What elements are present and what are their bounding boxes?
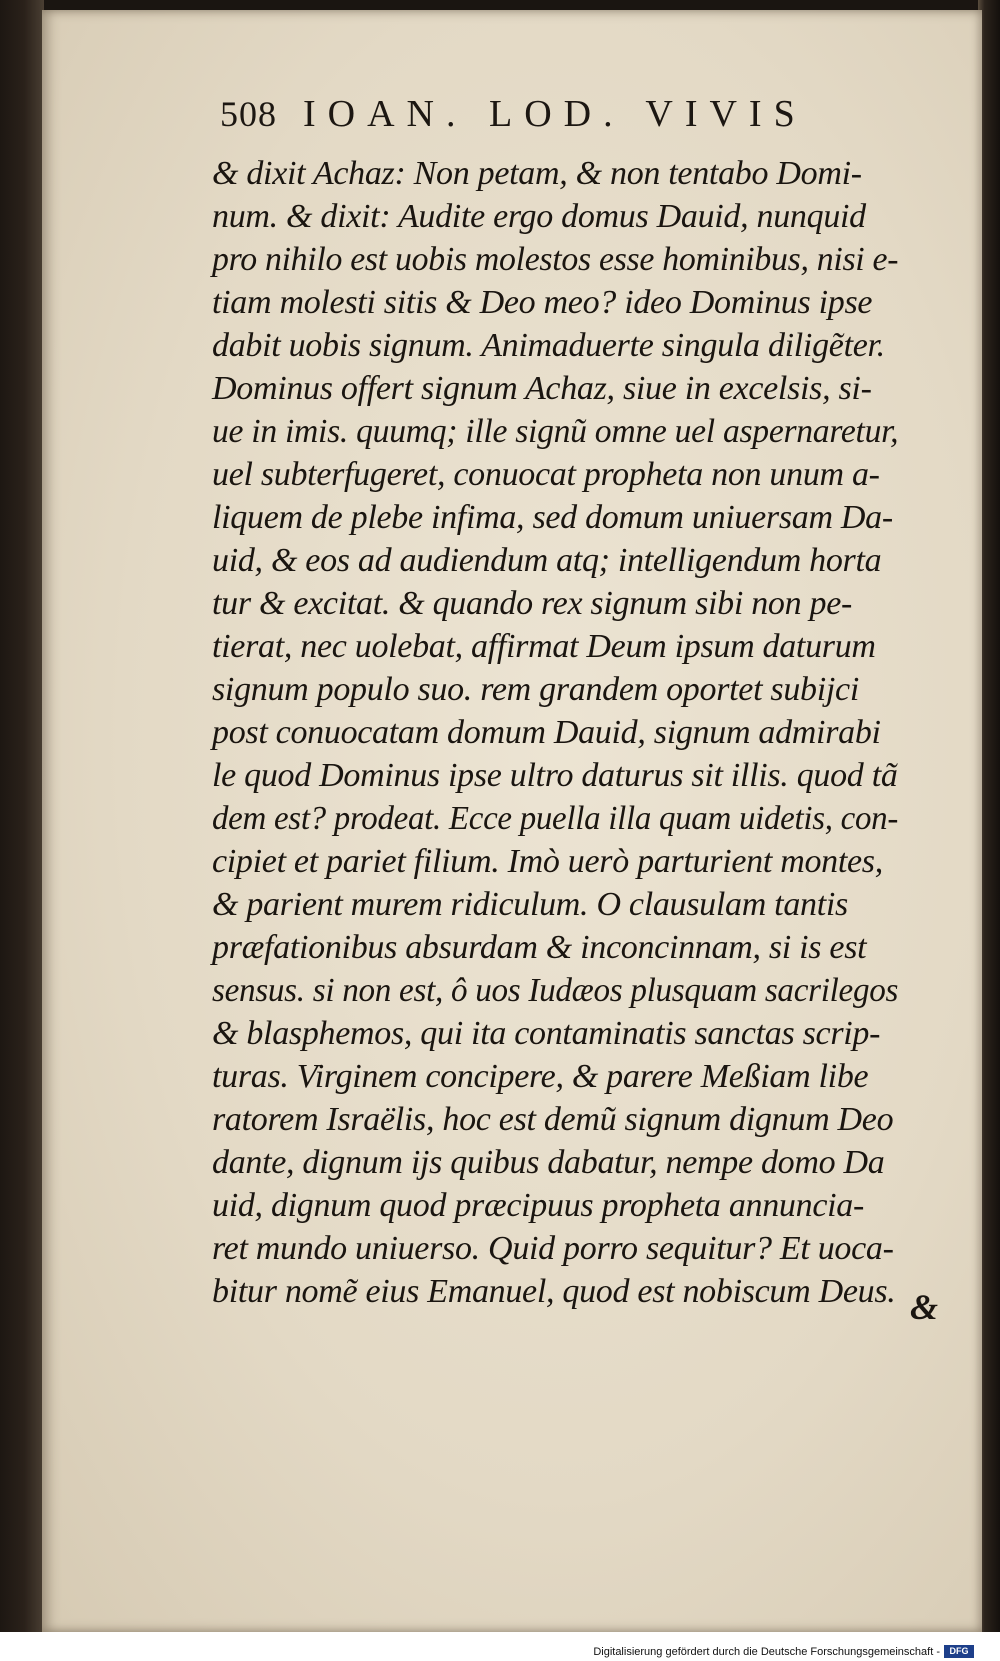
text-line: cipiet et pariet filium. Imò uerò parturient montes,	[212, 843, 883, 880]
text-line: dem est? prodeat. Ecce puella illa quam uidetis, con-	[212, 800, 899, 837]
page-number: 508	[220, 94, 277, 134]
dfg-logo: DFG	[944, 1645, 974, 1658]
text-line: & parient murem ridiculum. O clausulam tantis	[212, 886, 848, 923]
running-head-title: IOAN. LOD. VIVIS	[303, 93, 807, 135]
text-line: tur & excitat. & quando rex signum sibi non pe-	[212, 585, 853, 622]
text-line: dabit uobis signum. Animaduerte singula diligẽter.	[212, 327, 885, 364]
text-line: uel subterfugeret, conuocat propheta non unum a-	[212, 456, 880, 493]
text-line: uid, & eos ad audiendum atq; intelligendum horta	[212, 542, 882, 579]
text-line: sensus. si non est, ô uos Iudæos plusquam sacrilegos	[212, 972, 899, 1009]
text-line: uid, dignum quod præcipuus propheta annuncia-	[212, 1187, 864, 1224]
text-line: bitur nomẽ eius Emanuel, quod est nobiscum Deus.	[212, 1273, 896, 1310]
text-line: Dominus offert signum Achaz, siue in excelsis, si-	[212, 370, 872, 407]
text-line: ret mundo uniuerso. Quid porro sequitur? Et uoca-	[212, 1230, 894, 1267]
text-line: turas. Virginem concipere, & parere Meßiam libe	[212, 1058, 869, 1095]
body-text	[212, 152, 898, 1313]
text-line: & blasphemos, qui ita contaminatis sanctas scrip-	[212, 1015, 881, 1052]
text-line: pro nihilo est uobis molestos esse hominibus, nisi e-	[212, 241, 899, 278]
text-line: liquem de plebe infima, sed domum uniuersam Da-	[212, 499, 893, 536]
book-gutter-left	[0, 0, 44, 1632]
text-line: num. & dixit: Audite ergo domus Dauid, nunquid	[212, 198, 866, 235]
text-line: signum populo suo. rem grandem oportet subijci	[212, 671, 859, 708]
digitization-credit: Digitalisierung gefördert durch die Deutsche Forschungsgemeinschaft -	[593, 1646, 940, 1658]
text-line: ratorem Israëlis, hoc est demũ signum dignum Deo	[212, 1101, 894, 1138]
text-line: le quod Dominus ipse ultro daturus sit illis. quod tã	[212, 757, 898, 794]
text-line: tierat, nec uolebat, affirmat Deum ipsum daturum	[212, 628, 876, 665]
running-head	[220, 92, 807, 136]
text-line: præfationibus absurdam & inconcinnam, si is est	[212, 929, 867, 966]
text-line: post conuocatam domum Dauid, signum admirabi	[212, 714, 881, 751]
catchword: &	[909, 1287, 938, 1327]
text-line: & dixit Achaz: Non petam, & non tentabo Domi-	[212, 155, 862, 192]
text-line: tiam molesti sitis & Deo meo? ideo Dominus ipse	[212, 284, 873, 321]
text-line: ue in imis. quumq; ille signũ omne uel aspernaretur,	[212, 413, 899, 450]
text-line: dante, dignum ijs quibus dabatur, nempe domo Da	[212, 1144, 885, 1181]
